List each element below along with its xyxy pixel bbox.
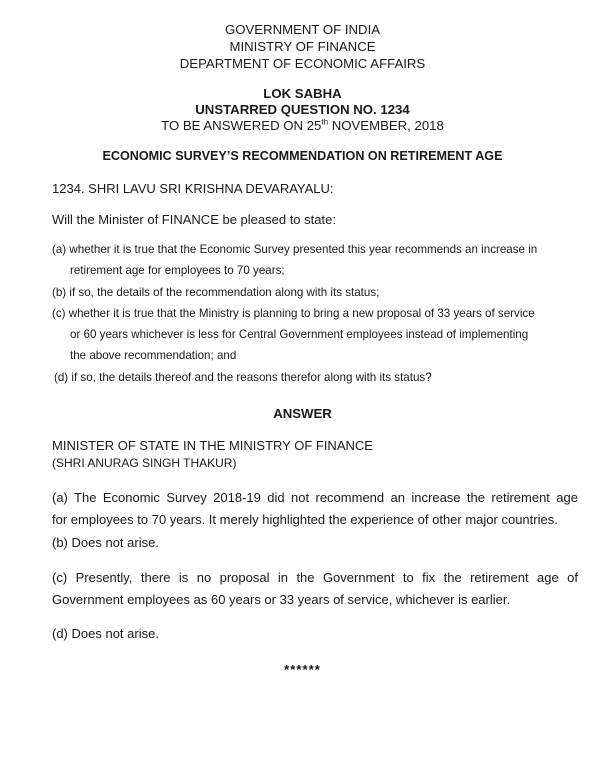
- answer-date: [0, 118, 605, 133]
- question-d: (d) if so, the details thereof and the reasons therefor along with its status?: [54, 371, 432, 384]
- question-number: UNSTARRED QUESTION NO. 1234: [195, 102, 410, 117]
- question-a-line1: (a) whether it is true that the Economic Survey presented this year recommends an increase in: [52, 243, 538, 256]
- minister-title: MINISTER OF STATE IN THE MINISTRY OF FINANCE: [52, 438, 373, 453]
- answer-date-prefix: TO BE ANSWERED ON 25: [161, 118, 322, 133]
- question-c-line3: the above recommendation; and: [70, 349, 237, 362]
- answer-a-line1: (a) The Economic Survey 2018-19 did not recommend an increase the retirement age: [52, 490, 578, 505]
- question-intro: Will the Minister of FINANCE be pleased to state:: [52, 212, 336, 227]
- answer-c-line2: Government employees as 60 years or 33 years of service, whichever is earlier.: [52, 592, 511, 607]
- question-b: (b) if so, the details of the recommendation along with its status;: [52, 286, 380, 299]
- answer-date-sup: th: [321, 117, 329, 127]
- answer-date-suffix: NOVEMBER, 2018: [328, 118, 444, 133]
- header-department: DEPARTMENT OF ECONOMIC AFFAIRS: [179, 56, 426, 71]
- answer-a-line2: for employees to 70 years. It merely highlighted the experience of other major countries.: [52, 512, 558, 527]
- questioner: 1234. SHRI LAVU SRI KRISHNA DEVARAYALU:: [52, 181, 334, 196]
- question-a-line2: retirement age for employees to 70 years;: [70, 264, 285, 277]
- answer-heading: ANSWER: [273, 406, 332, 421]
- answer-d: (d) Does not arise.: [52, 626, 159, 641]
- end-mark: ******: [284, 662, 321, 677]
- header-government: GOVERNMENT OF INDIA: [224, 22, 381, 37]
- minister-name: (SHRI ANURAG SINGH THAKUR): [52, 456, 237, 470]
- header-ministry: MINISTRY OF FINANCE: [229, 39, 376, 54]
- answer-b: (b) Does not arise.: [52, 535, 159, 550]
- answer-c-line1: (c) Presently, there is no proposal in the Government to fix the retirement age of: [52, 570, 578, 585]
- house-name: LOK SABHA: [263, 86, 342, 101]
- subject-title: ECONOMIC SURVEY’S RECOMMENDATION ON RETIREMENT AGE: [102, 149, 503, 163]
- question-c-line1: (c) whether it is true that the Ministry is planning to bring a new proposal of 33 years of service: [52, 307, 535, 320]
- question-c-line2: or 60 years whichever is less for Central Government employees instead of implementing: [70, 328, 529, 341]
